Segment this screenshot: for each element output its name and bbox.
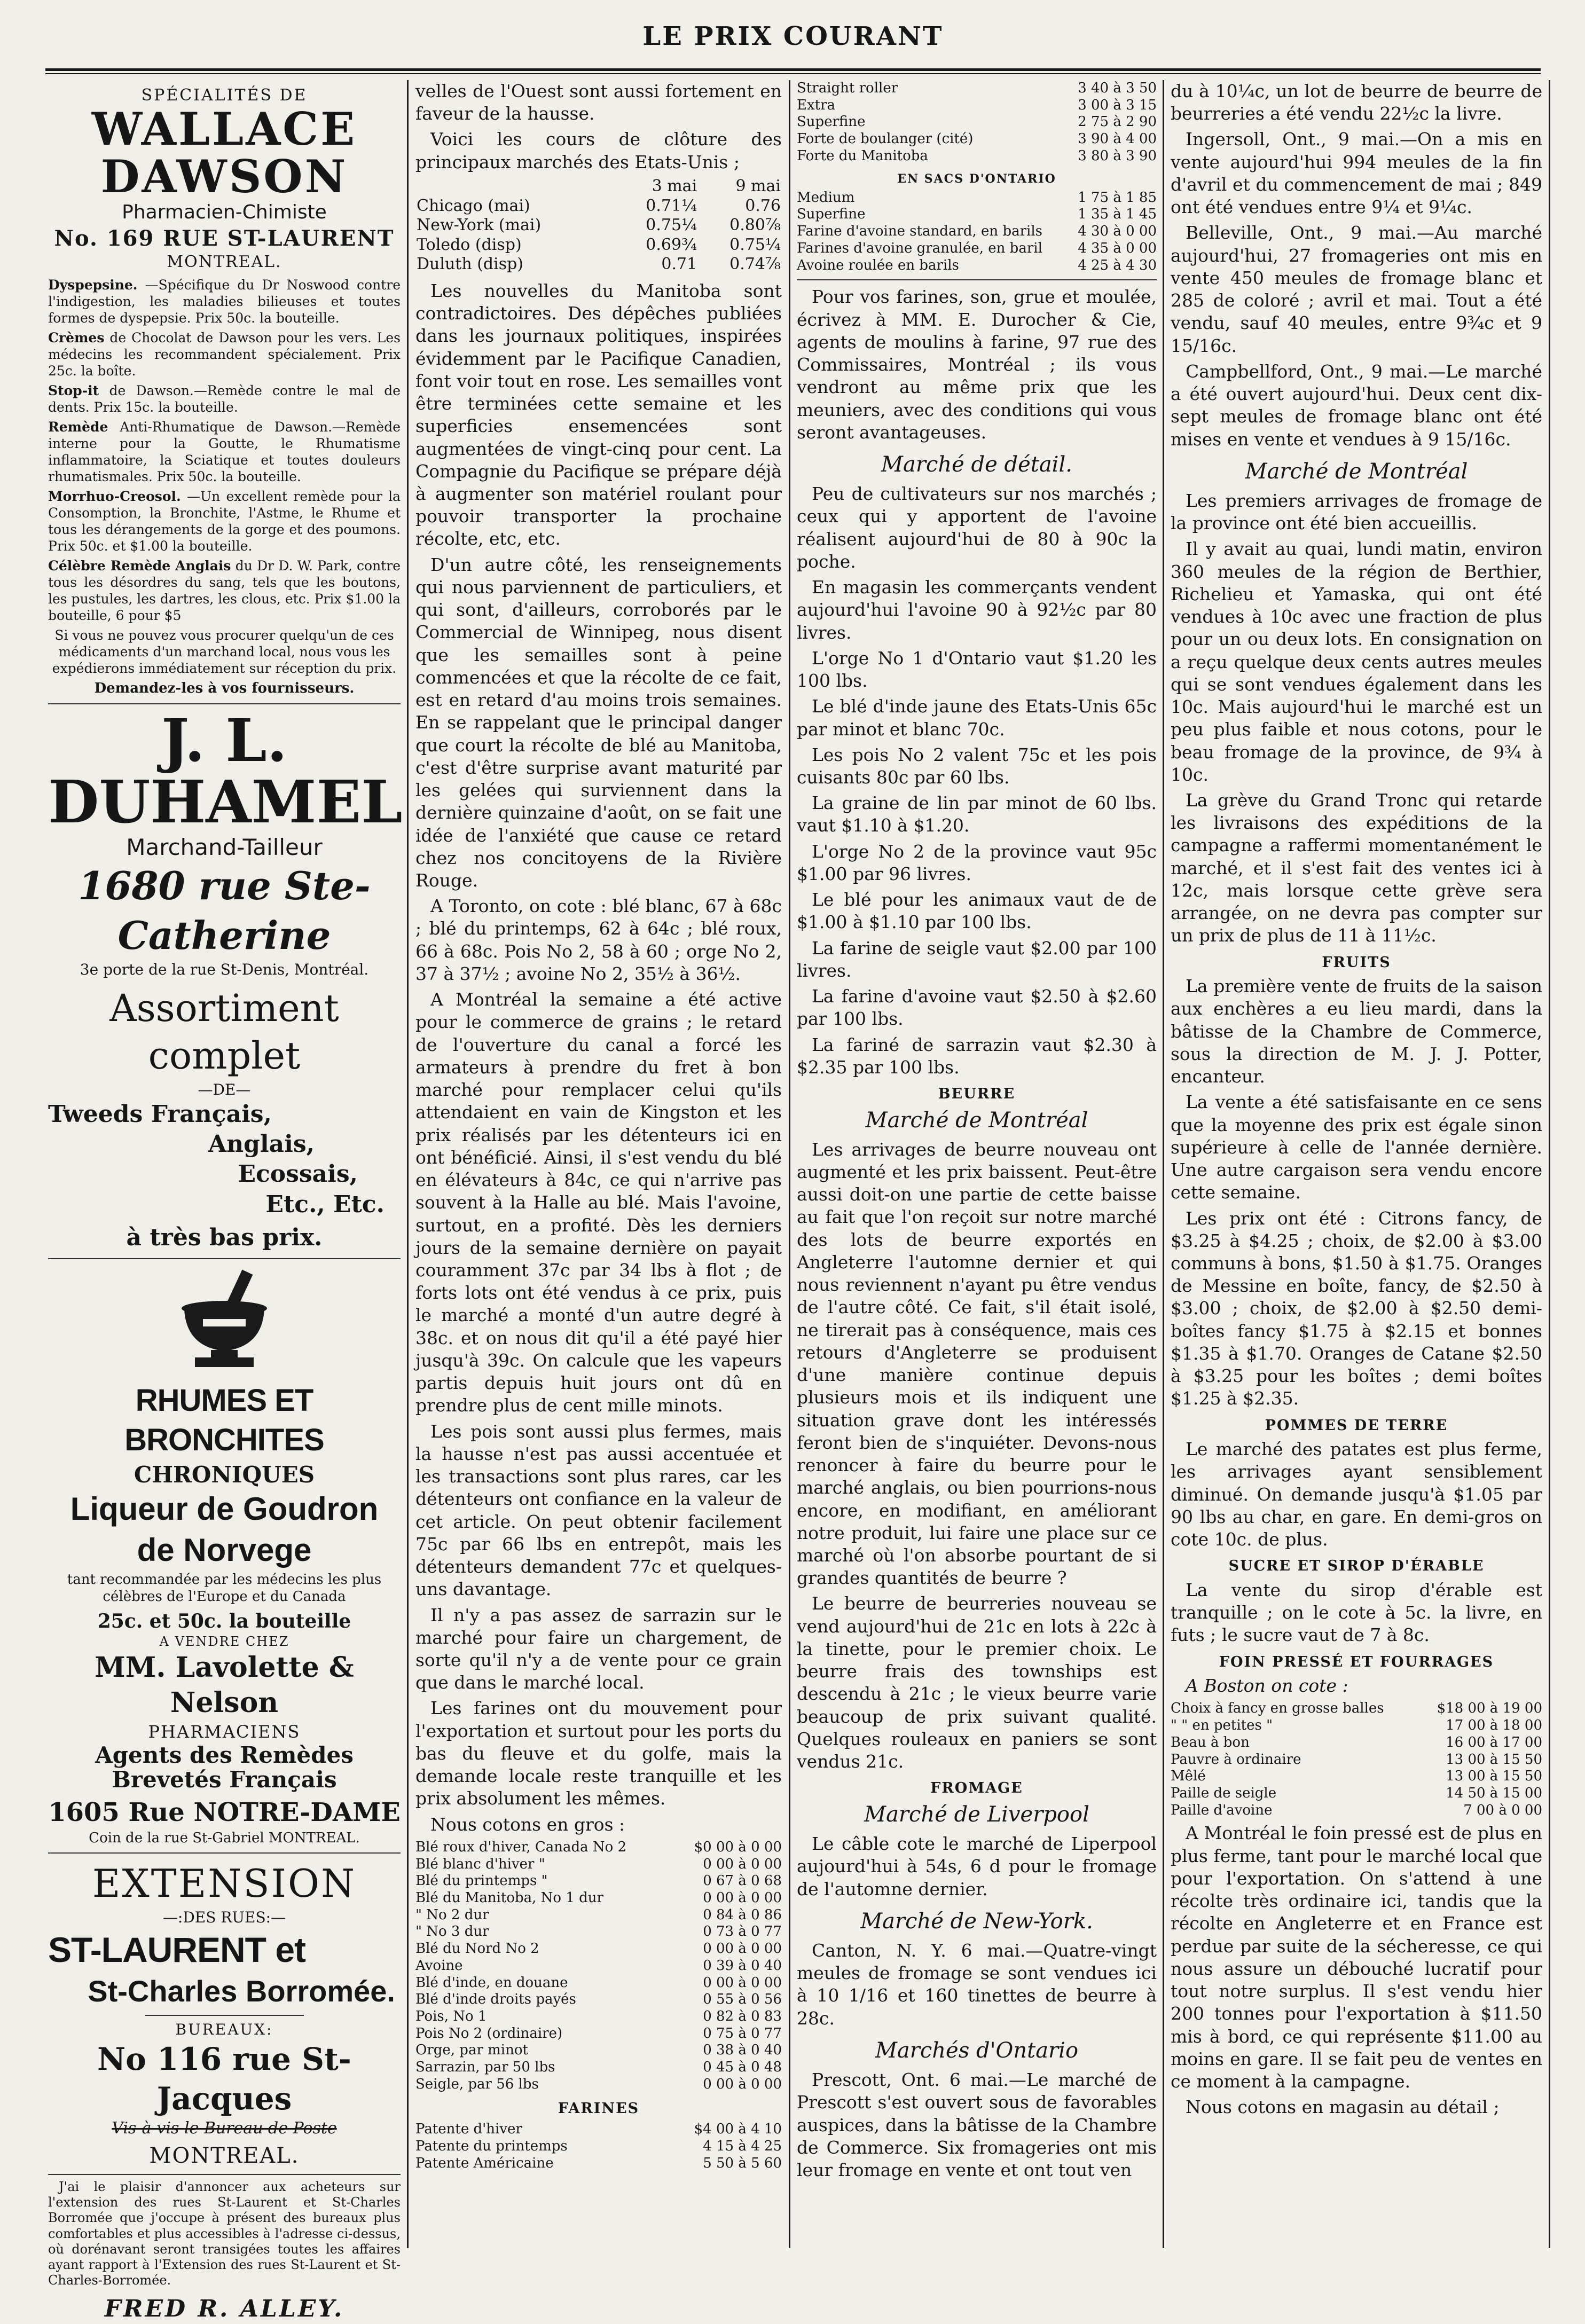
- ad-address: 1605 Rue NOTRE-DAME: [48, 1797, 401, 1828]
- price-value: 3 00 à 3 15: [1078, 97, 1157, 113]
- price-value: 16 00 à 17 00: [1446, 1734, 1542, 1750]
- table-header: 3 mai: [652, 176, 697, 195]
- table-row: [415, 2008, 782, 2025]
- ad-divider: [48, 1258, 401, 1259]
- ad-product: [48, 558, 401, 624]
- ad-product-name: Célèbre Remède Anglais: [48, 558, 231, 574]
- column-rule: [789, 80, 790, 2248]
- article-paragraph: La grève du Grand Tronc qui retarde les livraisons des expéditions de la campagne a raffermi momentanément le marché, et il s'est fait des ventes ici à 12c, mais lorsque cette grève sera arrangée, on ne devra pas compter sur un prix de plus de 11 à 11½c.: [1171, 789, 1542, 946]
- price-item: Pois, No 1: [415, 2008, 487, 2025]
- table-row: [415, 197, 782, 216]
- section-heading: FARINES: [558, 2100, 640, 2117]
- ad-address: 1680 rue Ste-Catherine: [78, 863, 371, 958]
- ad-signature: FRED R. ALLEY.: [104, 2295, 344, 2322]
- section-subheading: Marchés d'Ontario: [875, 2038, 1079, 2063]
- market-price: 0.74⅞: [729, 255, 781, 274]
- price-item: Forte du Manitoba: [797, 147, 928, 164]
- ad-product: [48, 329, 401, 379]
- price-item: Superfine: [797, 114, 866, 130]
- flour-price-table: [415, 2121, 782, 2172]
- ad-note: à très bas prix.: [126, 1223, 323, 1251]
- article-paragraph: velles de l'Ouest sont aussi fortement en faveur de la hausse.: [415, 81, 782, 124]
- article-paragraph: Nous cotons en gros :: [430, 1813, 625, 1835]
- price-item: Extra: [797, 97, 836, 113]
- market-price: 0.71: [661, 255, 697, 274]
- ad-heading: RHUMES ET BRONCHITES: [124, 1383, 324, 1458]
- price-value: 0 00 à 0 00: [703, 1941, 782, 1957]
- article-paragraph: En magasin les commerçants vendent aujourd'hui l'avoine 90 à 92½c par 80 livres.: [797, 577, 1157, 643]
- grain-market-column: [415, 80, 782, 2248]
- article-paragraph: La première vente de fruits de la saison aux enchères a eu lieu mardi, dans la bâtisse de la Chambre de Commerce, sous la direction de M. J. J. Potter, encanteur.: [1171, 976, 1542, 1087]
- cheese-fruit-column: [1171, 80, 1542, 2248]
- price-value: 4 25 à 4 30: [1078, 257, 1157, 273]
- table-row: [797, 131, 1157, 148]
- article-paragraph: Les farines ont du mouvement pour l'exportation et surtout pour les ports du bas du fleuve et du golfe, mais la demande locale reste tranquille et les prix absolument les mêmes.: [415, 1698, 782, 1809]
- price-item: Patente Américaine: [415, 2155, 554, 2171]
- ad-address: No 116 rue St-Jacques: [97, 2040, 351, 2117]
- price-item: Patente du printemps: [415, 2138, 568, 2154]
- table-row: [415, 2076, 782, 2093]
- table-header: 9 mai: [735, 176, 781, 195]
- price-item: Paille de seigle: [1171, 1785, 1277, 1801]
- ad-item: Tweeds Français,: [48, 1100, 272, 1128]
- us-markets-table: [415, 177, 782, 274]
- duhamel-ad: [48, 705, 403, 1253]
- article-paragraph: L'orge No 1 d'Ontario vaut $1.20 les 100 lbs.: [797, 647, 1157, 692]
- price-value: 0 75 à 0 77: [703, 2025, 782, 2042]
- table-row: [1171, 1785, 1542, 1802]
- price-value: 3 80 à 3 90: [1078, 147, 1157, 164]
- table-row: [415, 1923, 782, 1941]
- ad-product-name: Stop-it: [48, 383, 99, 399]
- price-item: Blé du printemps ": [415, 1873, 548, 1889]
- ad-city: Coin de la rue St-Gabriel MONTREAL.: [89, 1830, 360, 1846]
- price-value: 0 73 à 0 77: [703, 1923, 782, 1940]
- table-row: [797, 97, 1157, 114]
- article-paragraph: Campbellford, Ont., 9 mai.—Le marché a été ouvert aujourd'hui. Deux cent dix-sept meules de fromage blanc ont été mises en vente et vendues à 9 15/16c.: [1171, 360, 1542, 450]
- ad-city: MONTREAL.: [149, 2143, 300, 2168]
- table-row: [415, 2155, 782, 2172]
- market-price: 0.76: [745, 196, 781, 215]
- ad-note: tant recommandée par les médecins les plus célèbres de l'Europe et du Canada: [67, 1571, 382, 1605]
- ad-subtitle: CHRONIQUES: [134, 1461, 315, 1488]
- article-paragraph: Le beurre de beurreries nouveau se vend aujourd'hui de 21c en lots à 22c à la tinette, pour le premier choix. Le beurre frais des townships est descendu à 21c ; le vieux beurre varie beaucoup de prix suivant qualité. Quelques rouleaux en paniers se sont vendus 21c.: [797, 1593, 1157, 1772]
- price-value: 0 38 à 0 40: [703, 2042, 782, 2059]
- article-paragraph: Les arrivages de beurre nouveau ont augmenté et les prix baissent. Peut-être aussi doit-on une partie de cette baisse au fait que l'on reçoit sur notre marché des lots de beurre exportés en Angleterre l'automne dernier et qui nous reviennent n'ayant pu être vendus de l'autre côté. Ce fait, s'il était isolé, ne tirerait pas à conséquence, mais ces retours d'Angleterre se produisent d'une manière continue depuis plusieurs mois et ils indiquent une situation grave dont les intéressés feront bien de s'inquiéter. Devons-nous renoncer à faire du beurre pour le marché anglais, ou bien pourrions-nous encore, en modifiant, en améliorant notre produit, lui faire une place sur ce marché où l'on absorbe pourtant de si grandes quantités de beurre ?: [797, 1139, 1157, 1589]
- table-row: [1171, 1717, 1542, 1734]
- section-heading: FOIN PRESSÉ ET FOURRAGES: [1219, 1653, 1494, 1670]
- article-paragraph: Ingersoll, Ont., 9 mai.—On a mis en vente aujourd'hui 994 meules de la fin d'avril et du commencement de mai ; 849 ont été vendues entre 9¼ et 9¼c.: [1171, 129, 1542, 218]
- table-row: [797, 80, 1157, 97]
- price-item: Pois No 2 (ordinaire): [415, 2025, 563, 2042]
- table-row: [415, 1907, 782, 1924]
- ad-note: Vis-à-vis le Bureau de Poste: [112, 2119, 337, 2138]
- ad-divider: [48, 703, 401, 704]
- article-paragraph: Pour vos farines, son, grue et moulée, écrivez à MM. E. Durocher & Cie, agents de moulins à farine, 97 rue des Commissaires, Montréal ; ils vous vendront au même prix que les meuniers, avec des conditions qui vous seront avantageuses.: [797, 286, 1157, 443]
- bagged-flour-table: [797, 190, 1157, 274]
- table-row: [415, 1958, 782, 1975]
- advertisement-column: [48, 80, 403, 2322]
- market-price: 0.71¼: [646, 196, 697, 215]
- mortar-pestle-icon: [174, 1267, 275, 1373]
- table-row: [415, 235, 782, 255]
- ad-subtitle: BUREAUX:: [175, 2021, 273, 2039]
- article-paragraph: Canton, N. Y. 6 mai.—Quatre-vingt meules de fromage se sont vendues ici à 10 1/16 et 160 tinettes de beurre à 28c.: [797, 1940, 1157, 2029]
- rhumes-ad: [48, 1267, 401, 1847]
- ad-product-text: du Dr D. W. Park, contre tous les désordres du sang, tels que les boutons, les pustules, les dartres, les clous, etc. Prix $1.00 la bouteille, 6 pour $5: [48, 558, 401, 624]
- ad-address: No. 169 RUE ST-LAURENT: [54, 225, 395, 251]
- article-paragraph: A Toronto, on cote : blé blanc, 67 à 68c ; blé du printemps, 62 à 64c ; blé roux, 66 à 68c. Pois No 2, 58 à 60 ; orge No 2, 37 à 37½ ; avoine No 2, 35½ à 36½.: [415, 896, 782, 984]
- price-value: 0 39 à 0 40: [703, 1957, 782, 1974]
- table-row: [797, 240, 1157, 257]
- article-paragraph: La vente a été satisfaisante en ce sens que la moyenne des prix est égale sinon supérieure à celle de l'année dernière. Une autre cargaison sera vendu encore cette semaine.: [1171, 1092, 1542, 1203]
- table-row: [797, 223, 1157, 240]
- price-value: 4 15 à 4 25: [703, 2138, 782, 2154]
- ad-name: Liqueur de Goudron de Norvege: [70, 1491, 379, 1568]
- price-value: 0 00 à 0 00: [703, 1974, 782, 1991]
- price-value: 0 00 à 0 00: [703, 1890, 782, 1906]
- hay-price-table: [1171, 1700, 1542, 1819]
- article-paragraph: La farine d'avoine vaut $2.50 à $2.60 par 100 lbs.: [797, 986, 1157, 1030]
- table-row: [415, 1839, 782, 1856]
- price-item: Avoine: [415, 1957, 463, 1974]
- masthead-rule-thin: [45, 73, 1541, 74]
- article-paragraph: Le câble cote le marché de Liperpool aujourd'hui à 54s, 6 d pour le fromage de l'automne dernier.: [797, 1833, 1157, 1899]
- table-row: [415, 1873, 782, 1890]
- price-value: 0 67 à 0 68: [703, 1873, 782, 1889]
- ad-subtitle: Pharmacien-Chimiste: [122, 201, 327, 223]
- article-paragraph: du à 10¼c, un lot de beurre de beurre de beurreries a été vendu 22½c la livre.: [1171, 81, 1542, 124]
- table-row: [1171, 1700, 1542, 1717]
- table-row: [1171, 1752, 1542, 1769]
- flour-price-table: [797, 80, 1157, 165]
- market-price: 0.69¾: [646, 235, 697, 254]
- ad-seller: MM. Lavolette & Nelson: [95, 1651, 354, 1720]
- table-row: [415, 2042, 782, 2059]
- price-item: Farine d'avoine standard, en barils: [797, 223, 1042, 240]
- price-item: Superfine: [797, 206, 866, 223]
- market-name: Toledo (disp): [417, 235, 522, 254]
- ad-product-name: Crèmes: [48, 330, 105, 346]
- ad-product-text: de Dawson.—Remède contre le mal de dents. Prix 15c. la bouteille.: [48, 383, 401, 415]
- price-item: Forte de boulanger (cité): [797, 131, 974, 147]
- price-item: Straight roller: [797, 80, 898, 96]
- price-value: 3 90 à 4 00: [1078, 131, 1157, 147]
- ad-item: Anglais,: [208, 1130, 315, 1158]
- section-subheading: Marché de Liverpool: [864, 1802, 1089, 1827]
- ad-heading: Assortiment complet: [109, 986, 339, 1078]
- section-heading: FROMAGE: [930, 1780, 1023, 1797]
- table-row: [797, 206, 1157, 223]
- ad-subtitle: Agents des Remèdes Brevetés Français: [95, 1741, 354, 1793]
- ad-product-text: —Un excellent remède pour la Consomption, la Bronchite, l'Astme, le Rhume et tous les dérangements de la gorge et des poumons. Prix 50c. et $1.00 la bouteille.: [48, 489, 401, 554]
- masthead-rule: [45, 68, 1541, 71]
- table-row: [415, 1856, 782, 1873]
- ad-subtitle: PHARMACIENS: [148, 1721, 301, 1742]
- price-value: 4 30 à 0 00: [1078, 223, 1157, 240]
- ad-product: [48, 277, 401, 326]
- price-item: Sarrazin, par 50 lbs: [415, 2059, 555, 2076]
- ad-city: 3e porte de la rue St-Denis, Montréal.: [80, 960, 369, 978]
- price-item: Choix à fancy en grosse balles: [1171, 1700, 1384, 1717]
- table-row: [415, 2059, 782, 2076]
- section-heading: BEURRE: [938, 1086, 1016, 1103]
- section-heading: Marché de détail.: [881, 452, 1072, 477]
- grain-price-table: [415, 1839, 782, 2093]
- article-paragraph: Les prix ont été : Citrons fancy, de $3.25 à $4.25 ; choix, de $2.00 à $3.00 communs à bons, $1.50 à $1.75. Oranges de Messine en boîte, fancy, de $2.50 à $3.00 ; choix, de $2.00 à $2.50 demi-boîtes fancy $1.75 à $2.15 et bonnes $1.35 à $1.70. Oranges de Catane $2.50 à $3.25 pour les boîtes ; demi boîtes $1.25 à $2.35.: [1171, 1207, 1542, 1409]
- article-paragraph: La graine de lin par minot de 60 lbs. vaut $1.10 à $1.20.: [797, 792, 1157, 836]
- section-heading: SUCRE ET SIROP D'ÉRABLE: [1228, 1558, 1485, 1575]
- price-value: 0 82 à 0 83: [703, 2008, 782, 2025]
- price-value: 4 35 à 0 00: [1078, 240, 1157, 256]
- market-name: Chicago (mai): [417, 196, 530, 215]
- price-item: Blé d'inde droits payés: [415, 1991, 576, 2008]
- ad-street: St-Charles Borromée.: [88, 1974, 395, 2008]
- ad-product-name: Morrhuo-Creosol.: [48, 489, 181, 505]
- ad-subtitle: Marchand-Tailleur: [126, 834, 323, 860]
- price-value: 0 45 à 0 48: [703, 2059, 782, 2076]
- ad-product-text: —Spécifique du Dr Noswood contre l'indigestion, les maladies bilieuses et toutes formes de dyspepsie. Prix 50c. la bouteille.: [48, 277, 401, 326]
- ad-note: Demandez-les à vos fournisseurs.: [94, 680, 355, 697]
- ad-city: MONTREAL.: [167, 253, 282, 272]
- article-paragraph: Belleville, Ont., 9 mai.—Au marché aujourd'hui, 27 fromageries ont mis en vente 450 meules de fromage blanc et 285 de coloré ; avril et mai. Tout a été vendu, sauf 40 meules, entre 9¾c et 9 15/16c.: [1171, 222, 1542, 356]
- market-name: New-York (mai): [417, 216, 542, 235]
- article-paragraph: Le marché des patates est plus ferme, les arrivages ayant sensiblement diminué. On demande jusqu'à $1.05 par 90 lbs au char, en gare. En demi-gros on cote 10c. de plus.: [1171, 1439, 1542, 1550]
- ad-item: Etc., Etc.: [265, 1190, 385, 1218]
- section-subheading: Marché de New-York.: [860, 1909, 1093, 1934]
- section-heading: POMMES DE TERRE: [1265, 1417, 1448, 1434]
- table-row: [797, 190, 1157, 207]
- table-row: [1171, 1802, 1542, 1819]
- table-row: [415, 255, 782, 274]
- ad-product-text: Anti-Rhumatique de Dawson.—Remède interne pour la Goutte, le Rhumatisme inflammatoire, la Sciatique et toutes douleurs rhumatismales. Prix 50c. la bouteille.: [48, 419, 401, 485]
- price-value: 13 00 à 15 50: [1446, 1751, 1542, 1768]
- ad-divider: [145, 2015, 304, 2016]
- ad-note: Si vous ne pouvez vous procurer quelqu'un de ces médicaments d'un marchand local, nous vous les expédierons immédiatement sur réception du prix.: [52, 627, 397, 677]
- ad-name: WALLACE DAWSON: [91, 103, 357, 203]
- market-name: Duluth (disp): [417, 255, 524, 274]
- table-row: [797, 114, 1157, 131]
- section-heading: EN SACS D'ONTARIO: [897, 171, 1056, 186]
- price-item: Avoine roulée en barils: [797, 257, 959, 273]
- article-paragraph: Nous cotons en magasin au détail ;: [1186, 2097, 1500, 2118]
- price-value: 17 00 à 18 00: [1446, 1717, 1542, 1734]
- article-paragraph: Les pois No 2 valent 75c et les pois cuisants 80c par 60 lbs.: [797, 744, 1157, 788]
- price-item: Paille d'avoine: [1171, 1802, 1273, 1818]
- ad-heading: EXTENSION: [92, 1860, 357, 1906]
- price-value: 5 50 à 5 60: [703, 2155, 782, 2171]
- article-paragraph: La fariné de sarrazin vaut $2.30 à $2.35 par 100 lbs.: [797, 1034, 1157, 1078]
- section-heading: FRUITS: [1322, 954, 1391, 971]
- price-item: Beau à bon: [1171, 1734, 1250, 1750]
- table-row: [415, 2121, 782, 2138]
- market-price: 0.75¼: [646, 216, 697, 235]
- article-paragraph: Voici les cours de clôture des principaux marchés des Etats-Unis ;: [415, 129, 782, 172]
- ad-product-text: de Chocolat de Dawson pour les vers. Les médecins les recommandent spécialement. Prix 25c. la boîte.: [48, 330, 401, 379]
- article-paragraph: La farine de seigle vaut $2.00 par 100 livres.: [797, 937, 1157, 981]
- ad-note: A VENDRE CHEZ: [159, 1634, 289, 1650]
- price-item: Blé du Manitoba, No 1 dur: [415, 1890, 603, 1906]
- price-item: Seigle, par 56 lbs: [415, 2076, 539, 2092]
- market-price: 0.80⅞: [729, 216, 781, 235]
- ad-product-name: Remède: [48, 419, 108, 435]
- price-value: 1 75 à 1 85: [1078, 189, 1157, 206]
- ad-heading: SPÉCIALITÉS DE: [141, 86, 308, 105]
- price-item: Farines d'avoine granulée, en baril: [797, 240, 1042, 256]
- article-paragraph: Le blé d'inde jaune des Etats-Unis 65c par minot et blanc 70c.: [797, 696, 1157, 740]
- price-value: $0 00 à 0 00: [694, 1839, 782, 1855]
- article-paragraph: Les pois sont aussi plus fermes, mais la hausse n'est pas aussi accentuée et les transactions sont plus rares, car les détenteurs ont confiance en la valeur de cet article. On peut obtenir facilement 75c par 66 lbs en entrepôt, mais les détenteurs demandent 77c et quelques-uns davantage.: [415, 1420, 782, 1600]
- market-price: 0.75¼: [729, 235, 781, 254]
- table-row: [415, 216, 782, 235]
- ad-price: 25c. et 50c. la bouteille: [97, 1609, 351, 1632]
- ad-product: [48, 382, 401, 415]
- table-row: [415, 1975, 782, 1992]
- article-paragraph: Il y avait au quai, lundi matin, environ 360 meules de la région de Berthier, Richelieu et Yamaska, qui ont été vendues à 10c avec une fraction de plus pour un ou deux lots. En consignation on a reçu quelque deux cents autres meules qui se sont vendues également dans les 10c. Mais aujourd'hui le marché est un peu plus faible et nous cotons, pour le beau fromage de la province, de 9¾ à 10c.: [1171, 538, 1542, 785]
- ad-item: Ecossais,: [238, 1160, 358, 1188]
- ad-divider: [48, 1852, 401, 1854]
- article-paragraph: Il n'y a pas assez de sarrazin sur le marché pour faire un chargement, de sorte qu'il n'y a de vente pour ce grain que dans le marché local.: [415, 1604, 782, 1693]
- price-item: " No 2 dur: [415, 1906, 489, 1923]
- price-item: " No 3 dur: [415, 1923, 489, 1940]
- price-value: $18 00 à 19 00: [1437, 1700, 1542, 1717]
- table-row: [415, 1890, 782, 1907]
- price-item: " " en petites ": [1171, 1717, 1273, 1734]
- price-item: Blé blanc d'hiver ": [415, 1856, 545, 1872]
- ad-subtitle: —:DES RUES:—: [162, 1909, 286, 1927]
- dawson-ad: [48, 85, 401, 698]
- price-value: $4 00 à 4 10: [694, 2121, 782, 2138]
- article-paragraph: Les premiers arrivages de fromage de la province ont été bien accueillis.: [1171, 490, 1542, 534]
- column-rule: [1549, 80, 1550, 2248]
- ad-street: ST-LAURENT et: [48, 1929, 305, 1969]
- table-row: [415, 2025, 782, 2043]
- price-value: 14 50 à 15 00: [1446, 1785, 1542, 1801]
- price-item: Patente d'hiver: [415, 2121, 522, 2138]
- section-divider: [797, 279, 1157, 280]
- table-row: [797, 148, 1157, 165]
- table-row: [415, 1991, 782, 2008]
- article-paragraph: A Boston on cote :: [1186, 1675, 1348, 1697]
- ad-product-list: [48, 277, 401, 624]
- price-value: 0 55 à 0 56: [703, 1991, 782, 2008]
- retail-market-column: [797, 80, 1157, 2248]
- section-subheading: Marché de Montréal: [865, 1108, 1088, 1133]
- article-paragraph: Le blé pour les animaux vaut de de $1.00 à $1.10 par 100 lbs.: [797, 889, 1157, 933]
- price-value: 2 75 à 2 90: [1078, 114, 1157, 130]
- article-paragraph: L'orge No 2 de la province vaut 95c $1.00 par 96 livres.: [797, 841, 1157, 884]
- article-paragraph: Les nouvelles du Manitoba sont contradictoires. Des dépêches publiées dans les journaux politiques, inspirées évidemment par le Pacifique Canadien, font voir tout en rose. Les semailles vont être terminées cette semaine et les superficies ensemencées sont augmentées de vingt-cinq pour cent. La Compagnie du Pacifique se prépare déjà à augmenter son matériel roulant pour pouvoir transporter la prochaine récolte, etc, etc.: [415, 280, 782, 549]
- ad-divider: [48, 2174, 401, 2175]
- price-item: Blé d'inde, en douane: [415, 1974, 568, 1991]
- section-subheading: Marché de Montréal: [1245, 459, 1468, 484]
- ad-body: J'ai le plaisir d'annoncer aux acheteurs sur l'extension des rues St-Laurent et St-Charles Borromée que j'occupe à présent des bureaux plus comfortables et plus accessibles à l'adresse ci-dessus, où dorénavant seront transigées toutes les affaires ayant rapport à l'Extension des rues St-Laurent et St-Charles-Borromée.: [48, 2179, 401, 2288]
- ad-product: [48, 419, 401, 485]
- price-value: 1 35 à 1 45: [1078, 206, 1157, 223]
- price-value: 0 00 à 0 00: [703, 1856, 782, 1872]
- ad-product: [48, 488, 401, 554]
- ad-name: J. L. DUHAMEL: [48, 705, 403, 837]
- table-row: [415, 2138, 782, 2155]
- table-row: [415, 1941, 782, 1958]
- ad-product-name: Dyspepsine.: [48, 277, 138, 293]
- price-item: Pauvre à ordinaire: [1171, 1751, 1301, 1768]
- column-rule: [407, 80, 409, 2248]
- ad-divider-text: —DE—: [198, 1080, 251, 1098]
- price-item: Orge, par minot: [415, 2042, 528, 2059]
- column-rule: [1163, 80, 1164, 2248]
- article-paragraph: A Montréal la semaine a été active pour le commerce de grains ; le retard de l'ouverture du canal a forcé les armateurs à prendre du fret à bon marché pour remplacer celui qu'ils attendaient en vain de Kingston et les prix réalisés par les détenteurs ici en ont bénéficié. Ainsi, il s'est vendu du blé en élévateurs à 84c, ce qui n'arrive pas souvent à la Halle au blé. Mais l'avoine, surtout, en a profité. Dès les derniers jours de la semaine dernière on payait couramment 37c par 34 lbs à flot ; de forts lots ont été vendus à ce prix, puis le marché a monté d'un autre degré à 38c. et on nous dit qu'il a été payé hier jusqu'à 39c. On calcule que les vapeurs partis depuis huit jours ont dû en prendre plus de cent mille minots.: [415, 989, 782, 1416]
- article-paragraph: La vente du sirop d'érable est tranquille ; on le cote à 5c. la livre, en futs ; le sucre vaut de 7 à 8c.: [1171, 1579, 1542, 1646]
- price-value: 7 00 à 0 00: [1463, 1802, 1542, 1818]
- article-paragraph: Prescott, Ont. 6 mai.—Le marché de Prescott s'est ouvert sous de favorables auspices, dans la bâtisse de la Chambre de Commerce. Six fromageries ont mis leur fromage en vente et ont tout ven: [797, 2069, 1157, 2181]
- price-value: 0 84 à 0 86: [703, 1906, 782, 1923]
- price-value: 3 40 à 3 50: [1078, 80, 1157, 96]
- masthead-title: LE PRIX COURANT: [642, 21, 944, 51]
- price-item: Blé roux d'hiver, Canada No 2: [415, 1839, 627, 1855]
- table-row: [797, 257, 1157, 274]
- price-value: 13 00 à 15 50: [1446, 1768, 1542, 1785]
- price-item: Mêlé: [1171, 1768, 1206, 1785]
- article-paragraph: Peu de cultivateurs sur nos marchés ; ceux qui y apportent de l'avoine réalisent aujourd'hui de 80 à 90c la poche.: [797, 483, 1157, 572]
- price-item: Medium: [797, 189, 855, 206]
- extension-ad: [48, 1859, 401, 2324]
- table-row: [1171, 1734, 1542, 1752]
- table-row: [1171, 1768, 1542, 1785]
- price-item: Blé du Nord No 2: [415, 1941, 539, 1957]
- price-value: 0 00 à 0 00: [703, 2076, 782, 2092]
- article-paragraph: A Montréal le foin pressé est de plus en plus ferme, tant pour le marché local que pour l'exportation. On s'attend à une récolte très ordinaire ici, tandis que la récolte en Angleterre et en France est perdue par suite de la sécheresse, ce qui nous assure un débouché lucratif pour tout notre surplus. Il s'est vendu hier 200 tonnes pour l'exportation à $11.50 mis à bord, ce qui représente $11.00 au moins en gare. Il se fait peu de ventes en ce moment à la campagne.: [1171, 1823, 1542, 2092]
- article-paragraph: D'un autre côté, les renseignements qui nous parviennent de particuliers, et qui sont, d'ailleurs, corroborés par le Commercial de Winnipeg, nous disent que les semailles sont à peine commencées et que la récolte de ce fait, est en retard d'au moins trois semaines. En se rappelant que le principal danger que court la récolte de blé au Manitoba, c'est d'être surprise avant maturité par les gelées qui surviennent dans la dernière quinzaine d'août, on se fait une idée de l'anxiété que cause ce retard chez nos concitoyens de la Rivière Rouge.: [415, 554, 782, 891]
